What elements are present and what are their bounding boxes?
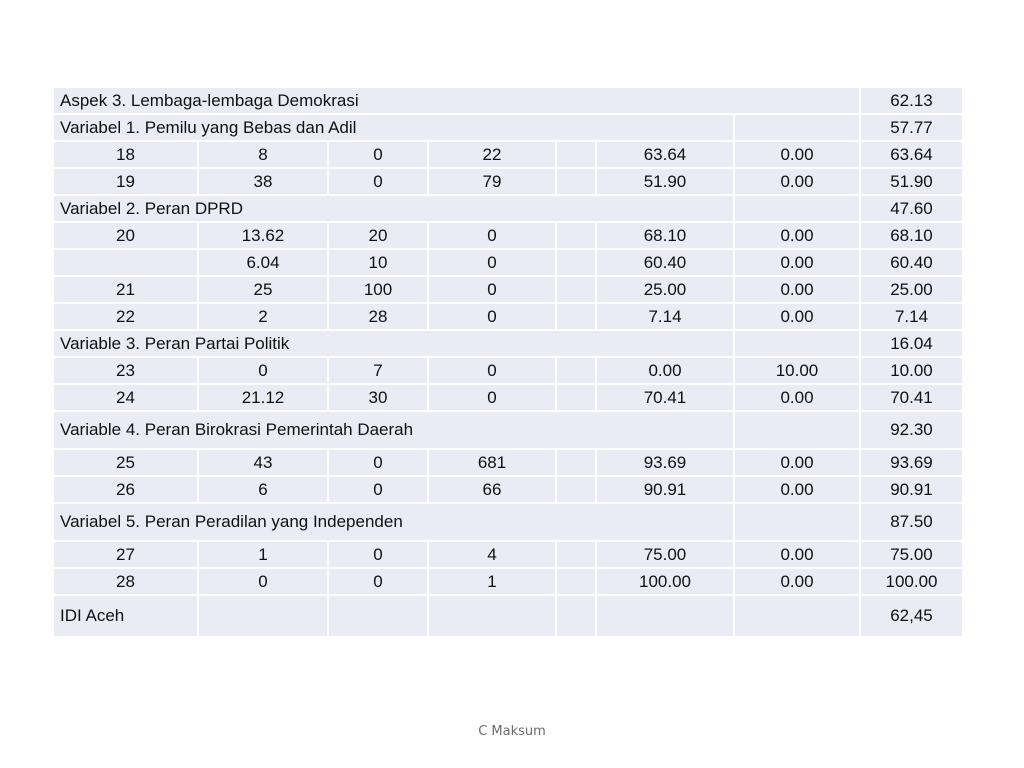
aspect-label: Aspek 3. Lembaga-lembaga Demokrasi: [53, 87, 860, 114]
table-cell: 51.90: [860, 168, 963, 195]
total-row: [53, 595, 963, 637]
table-cell: 0.00: [734, 303, 860, 330]
empty-cell: [734, 595, 860, 637]
table-cell: 70.41: [860, 384, 963, 411]
table-cell: 25: [53, 449, 198, 476]
empty-cell: [734, 503, 860, 541]
variable-value: 87.50: [860, 503, 963, 541]
table-cell: 38: [198, 168, 328, 195]
footer-author: C Maksum: [478, 724, 546, 739]
table-cell: 0: [328, 568, 428, 595]
table-cell: 25: [198, 276, 328, 303]
table-cell: 18: [53, 141, 198, 168]
table-cell: 75.00: [860, 541, 963, 568]
table-cell: 0: [428, 276, 556, 303]
empty-cell: [734, 330, 860, 357]
table-cell: 0.00: [734, 476, 860, 503]
table-cell: 7.14: [860, 303, 963, 330]
table-cell: 6: [198, 476, 328, 503]
indicator-row: [53, 384, 963, 411]
variable-label: Variabel 2. Peran DPRD: [53, 195, 734, 222]
table-cell: 0: [328, 449, 428, 476]
table-cell: 21: [53, 276, 198, 303]
table-cell: 4: [428, 541, 556, 568]
table-cell: 6.04: [198, 249, 328, 276]
total-label: IDI Aceh: [53, 595, 198, 637]
table-cell: [556, 276, 596, 303]
table-cell: 0: [328, 141, 428, 168]
table-cell: 13.62: [198, 222, 328, 249]
indicator-row: [53, 249, 963, 276]
table-cell: 0.00: [734, 449, 860, 476]
empty-cell: [556, 595, 596, 637]
table-cell: 681: [428, 449, 556, 476]
table-cell: 68.10: [860, 222, 963, 249]
table-cell: 79: [428, 168, 556, 195]
indicator-row: [53, 276, 963, 303]
indicator-row: [53, 222, 963, 249]
table-cell: 60.40: [596, 249, 734, 276]
table-cell: 27: [53, 541, 198, 568]
table-cell: 28: [328, 303, 428, 330]
variable-label: Variable 4. Peran Birokrasi Pemerintah Daerah: [53, 411, 734, 449]
table-cell: 0: [428, 357, 556, 384]
table-cell: 0.00: [734, 222, 860, 249]
indicator-row: [53, 449, 963, 476]
empty-cell: [328, 595, 428, 637]
table-cell: 63.64: [860, 141, 963, 168]
table-cell: [556, 168, 596, 195]
indicator-row: [53, 541, 963, 568]
empty-cell: [198, 595, 328, 637]
table-cell: 66: [428, 476, 556, 503]
table-cell: 0: [328, 168, 428, 195]
variable-row: [53, 330, 963, 357]
table-cell: 30: [328, 384, 428, 411]
table-cell: 100.00: [596, 568, 734, 595]
table-cell: 19: [53, 168, 198, 195]
table-cell: 2: [198, 303, 328, 330]
table-cell: 0: [198, 568, 328, 595]
variable-value: 16.04: [860, 330, 963, 357]
table-body: [53, 87, 963, 637]
empty-cell: [596, 595, 734, 637]
table-cell: 100: [328, 276, 428, 303]
variable-value: 47.60: [860, 195, 963, 222]
table-cell: 100.00: [860, 568, 963, 595]
table-cell: 0.00: [734, 141, 860, 168]
table-cell: 0.00: [734, 384, 860, 411]
table-cell: 0: [328, 476, 428, 503]
table-cell: 26: [53, 476, 198, 503]
table-cell: 63.64: [596, 141, 734, 168]
aspect-value: 62.13: [860, 87, 963, 114]
table-cell: 70.41: [596, 384, 734, 411]
table-cell: 0.00: [596, 357, 734, 384]
table-cell: 23: [53, 357, 198, 384]
table-cell: 93.69: [860, 449, 963, 476]
empty-cell: [734, 411, 860, 449]
table-cell: 1: [198, 541, 328, 568]
table-cell: 0: [428, 303, 556, 330]
table-cell: 68.10: [596, 222, 734, 249]
variable-row: [53, 195, 963, 222]
table-cell: 1: [428, 568, 556, 595]
table-cell: [556, 357, 596, 384]
table-cell: 75.00: [596, 541, 734, 568]
table-cell: 7.14: [596, 303, 734, 330]
table-cell: 93.69: [596, 449, 734, 476]
indicator-row: [53, 303, 963, 330]
table-cell: 22: [53, 303, 198, 330]
empty-cell: [734, 195, 860, 222]
table-cell: 51.90: [596, 168, 734, 195]
table-cell: [556, 541, 596, 568]
idi-aceh-table: [52, 86, 964, 638]
indicator-row: [53, 357, 963, 384]
table-cell: 24: [53, 384, 198, 411]
table-cell: 22: [428, 141, 556, 168]
table-cell: 25.00: [596, 276, 734, 303]
variable-label: Variabel 1. Pemilu yang Bebas dan Adil: [53, 114, 734, 141]
variable-label: Variable 3. Peran Partai Politik: [53, 330, 734, 357]
table-cell: [556, 222, 596, 249]
indicator-row: [53, 168, 963, 195]
total-value: 62,45: [860, 595, 963, 637]
table-cell: 90.91: [860, 476, 963, 503]
table-cell: 60.40: [860, 249, 963, 276]
variable-row: [53, 411, 963, 449]
table-cell: 0: [328, 541, 428, 568]
table-cell: 25.00: [860, 276, 963, 303]
table-cell: 0: [198, 357, 328, 384]
indicator-row: [53, 141, 963, 168]
table-cell: 0.00: [734, 568, 860, 595]
table-cell: 0: [428, 249, 556, 276]
table-cell: 90.91: [596, 476, 734, 503]
table-cell: 0.00: [734, 168, 860, 195]
table-cell: [556, 568, 596, 595]
table-cell: 0.00: [734, 276, 860, 303]
table-cell: 20: [53, 222, 198, 249]
variable-row: [53, 114, 963, 141]
variable-value: 92.30: [860, 411, 963, 449]
table-cell: [556, 249, 596, 276]
table-cell: [556, 384, 596, 411]
table-cell: 10.00: [734, 357, 860, 384]
table-cell: 43: [198, 449, 328, 476]
table-cell: 21.12: [198, 384, 328, 411]
table-cell: [53, 249, 198, 276]
table-cell: [556, 141, 596, 168]
aspect-header-row: [53, 87, 963, 114]
table-cell: 0.00: [734, 249, 860, 276]
table-cell: 0: [428, 222, 556, 249]
table-cell: 8: [198, 141, 328, 168]
empty-cell: [734, 114, 860, 141]
variable-row: [53, 503, 963, 541]
table-cell: 10: [328, 249, 428, 276]
variable-label: Variabel 5. Peran Peradilan yang Independen: [53, 503, 734, 541]
table-cell: 28: [53, 568, 198, 595]
table-cell: 0.00: [734, 541, 860, 568]
table-cell: [556, 303, 596, 330]
indicator-row: [53, 568, 963, 595]
indicator-row: [53, 476, 963, 503]
table-cell: 10.00: [860, 357, 963, 384]
table-cell: [556, 449, 596, 476]
variable-value: 57.77: [860, 114, 963, 141]
table-cell: 0: [428, 384, 556, 411]
empty-cell: [428, 595, 556, 637]
table-cell: [556, 476, 596, 503]
table-cell: 20: [328, 222, 428, 249]
table-cell: 7: [328, 357, 428, 384]
